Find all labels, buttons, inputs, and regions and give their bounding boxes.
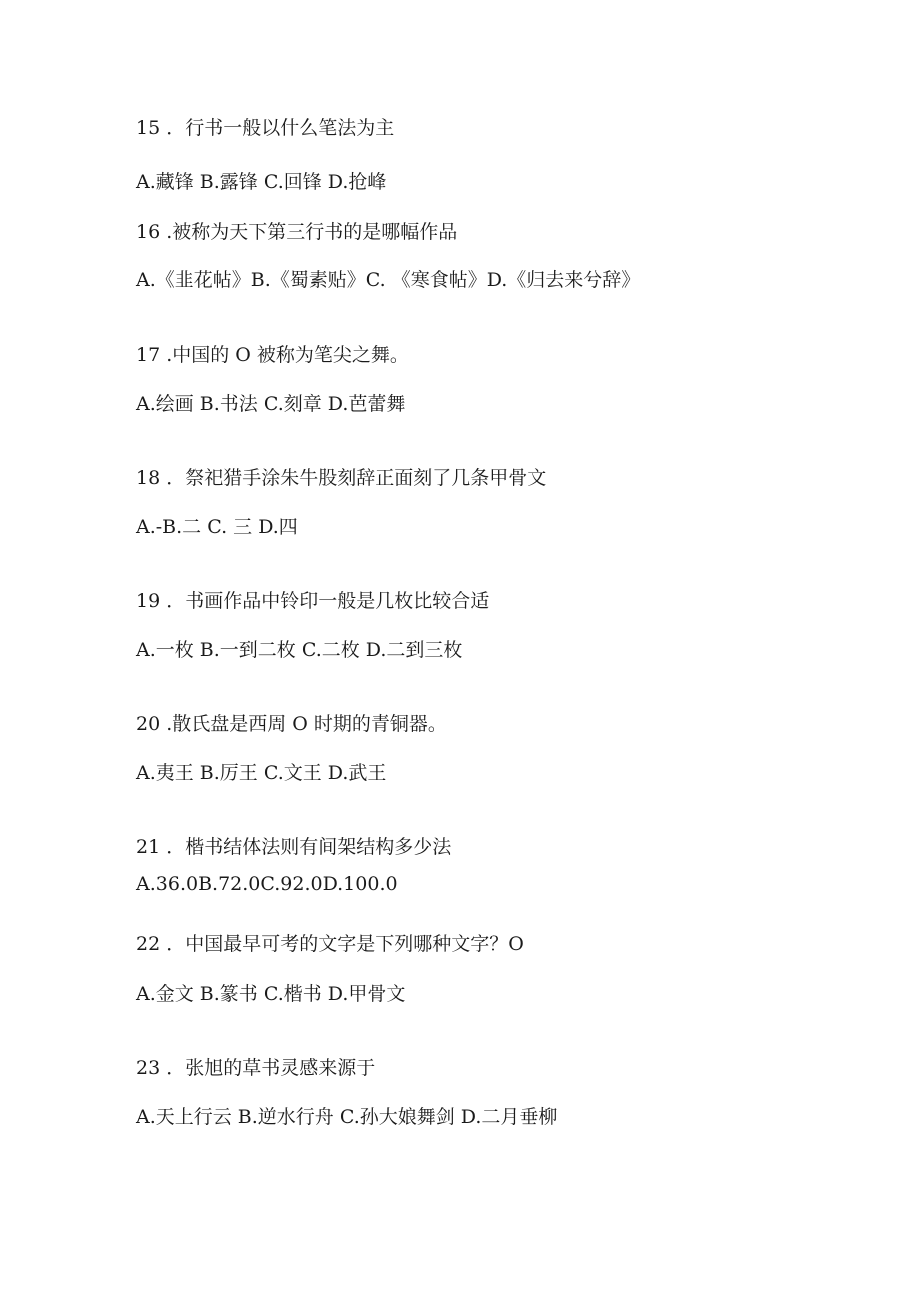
question-21-options: A.36.0B.72.0C.92.0D.100.0 [136, 873, 398, 895]
question-23-options: A.天上行云 B.逆水行舟 C.孙大娘舞剑 D.二月垂柳 [136, 1106, 558, 1128]
question-19-stem: 19 ．书画作品中铃印一般是几枚比较合适 [136, 590, 490, 612]
question-18-stem: 18 ．祭祀猎手涂朱牛股刻辞正面刻了几条甲骨文 [136, 467, 547, 489]
question-15-options: A.藏锋 B.露锋 C.回锋 D.抢峰 [136, 171, 387, 193]
question-16-options: A.《韭花帖》B.《蜀素贴》C. 《寒食帖》D.《归去来兮辞》 [136, 269, 641, 291]
question-22-options: A.金文 B.篆书 C.楷书 D.甲骨文 [136, 983, 406, 1005]
question-17-stem: 17 .中国的 O 被称为笔尖之舞。 [136, 344, 409, 366]
question-18-options: A.-B.二 C. 三 D.四 [136, 516, 298, 538]
question-22-stem: 22 ．中国最早可考的文字是下列哪种文字？O [136, 933, 524, 955]
question-20-options: A.夷王 B.厉王 C.文王 D.武王 [136, 762, 387, 784]
question-15-stem: 15 ．行书一般以什么笔法为主 [136, 117, 395, 139]
question-19-options: A.一枚 B.一到二枚 C.二枚 D.二到三枚 [136, 639, 463, 661]
question-23-stem: 23 ．张旭的草书灵感来源于 [136, 1057, 376, 1079]
question-20-stem: 20 .散氏盘是西周 O 时期的青铜器。 [136, 713, 447, 735]
question-17-options: A.绘画 B.书法 C.刻章 D.芭蕾舞 [136, 393, 406, 415]
question-21-stem: 21 ．楷书结体法则有间架结构多少法 [136, 836, 452, 858]
question-16-stem: 16 .被称为天下第三行书的是哪幅作品 [136, 221, 458, 243]
